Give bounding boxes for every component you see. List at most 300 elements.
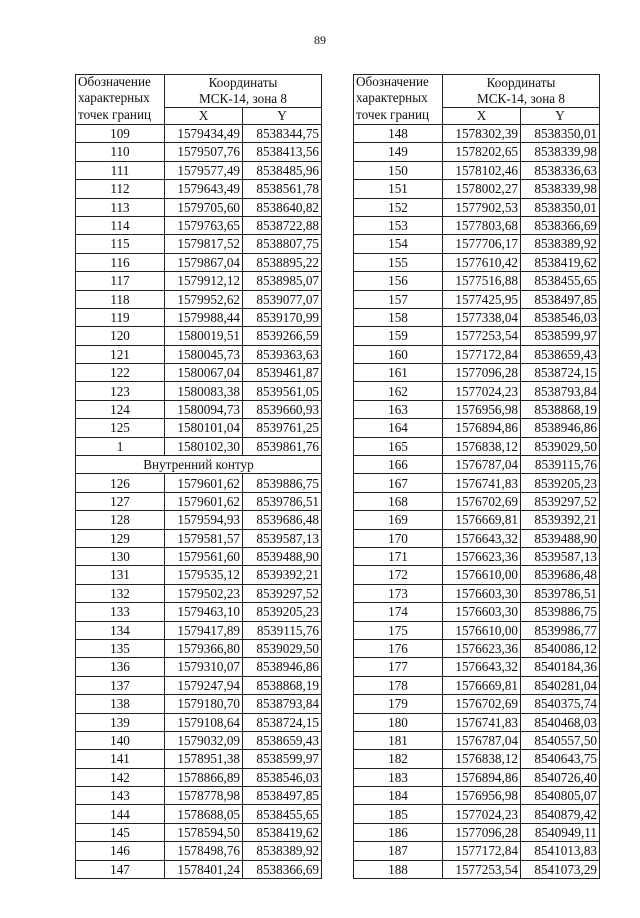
table-row	[76, 639, 322, 657]
coord-x: 1576741,83	[443, 713, 521, 731]
coord-x: 1576787,04	[443, 456, 521, 474]
table-row	[354, 345, 600, 363]
point-number: 134	[76, 621, 165, 639]
coordinates-table-left	[75, 74, 322, 879]
coord-x: 1578102,46	[443, 161, 521, 179]
coord-y: 8538793,84	[521, 382, 600, 400]
point-number: 176	[354, 639, 443, 657]
table-row	[76, 805, 322, 823]
coord-y: 8539660,93	[243, 400, 322, 418]
table-row	[76, 731, 322, 749]
table-row	[76, 161, 322, 179]
point-number: 164	[354, 419, 443, 437]
coord-x: 1576610,00	[443, 566, 521, 584]
header-col-x: X	[165, 108, 243, 125]
coord-x: 1578202,65	[443, 143, 521, 161]
point-number: 136	[76, 658, 165, 676]
point-number: 146	[76, 842, 165, 860]
coord-y: 8538497,85	[243, 787, 322, 805]
point-number: 128	[76, 511, 165, 529]
coord-x: 1579108,64	[165, 713, 243, 731]
coord-y: 8538868,19	[243, 676, 322, 694]
coord-x: 1577253,54	[443, 327, 521, 345]
coord-x: 1579180,70	[165, 695, 243, 713]
coord-x: 1577096,28	[443, 823, 521, 841]
coord-x: 1579601,62	[165, 492, 243, 510]
point-number: 186	[354, 823, 443, 841]
coord-x: 1576623,36	[443, 639, 521, 657]
table-row	[76, 216, 322, 234]
coord-y: 8538546,03	[521, 308, 600, 326]
point-number: 139	[76, 713, 165, 731]
table-row	[76, 750, 322, 768]
coord-x: 1578594,50	[165, 823, 243, 841]
table-row	[76, 547, 322, 565]
coord-y: 8538485,96	[243, 161, 322, 179]
coord-x: 1577338,04	[443, 308, 521, 326]
point-number: 188	[354, 860, 443, 878]
table-row	[76, 272, 322, 290]
point-number: 137	[76, 676, 165, 694]
header-coordinates-title: Координаты	[165, 75, 322, 92]
coord-x: 1579988,44	[165, 308, 243, 326]
coord-x: 1576956,98	[443, 400, 521, 418]
coord-y: 8538895,22	[243, 253, 322, 271]
point-number: 167	[354, 474, 443, 492]
section-row	[76, 456, 322, 474]
coord-x: 1580019,51	[165, 327, 243, 345]
coord-x: 1579561,60	[165, 547, 243, 565]
coord-x: 1579247,94	[165, 676, 243, 694]
coord-x: 1577516,88	[443, 272, 521, 290]
coord-x: 1579705,60	[165, 198, 243, 216]
header-designation-line: Обозначение	[354, 75, 443, 92]
coord-x: 1579643,49	[165, 180, 243, 198]
header-coordinate-system: МСК-14, зона 8	[165, 91, 322, 108]
point-number: 168	[354, 492, 443, 510]
table-row	[76, 345, 322, 363]
coord-x: 1579577,49	[165, 161, 243, 179]
point-number: 156	[354, 272, 443, 290]
point-number: 125	[76, 419, 165, 437]
table-row	[354, 308, 600, 326]
coord-y: 8539029,50	[521, 437, 600, 455]
coord-x: 1579763,65	[165, 216, 243, 234]
point-number: 138	[76, 695, 165, 713]
coord-y: 8538946,86	[521, 419, 600, 437]
coord-y: 8539986,77	[521, 621, 600, 639]
coord-x: 1577024,23	[443, 805, 521, 823]
point-number: 118	[76, 290, 165, 308]
point-number: 112	[76, 180, 165, 198]
coord-y: 8540643,75	[521, 750, 600, 768]
point-number: 177	[354, 658, 443, 676]
point-number: 187	[354, 842, 443, 860]
table-row	[354, 823, 600, 841]
point-number: 111	[76, 161, 165, 179]
table-row	[76, 400, 322, 418]
coord-y: 8538497,85	[521, 290, 600, 308]
coord-y: 8538350,01	[521, 198, 600, 216]
table-row	[354, 364, 600, 382]
point-number: 117	[76, 272, 165, 290]
coord-x: 1578302,39	[443, 125, 521, 143]
table-row	[354, 419, 600, 437]
coord-y: 8540086,12	[521, 639, 600, 657]
coord-y: 8541073,29	[521, 860, 600, 878]
coord-x: 1579912,12	[165, 272, 243, 290]
coord-x: 1579507,76	[165, 143, 243, 161]
coord-y: 8539886,75	[521, 603, 600, 621]
coord-y: 8538455,65	[521, 272, 600, 290]
point-number: 149	[354, 143, 443, 161]
point-number: 182	[354, 750, 443, 768]
coord-y: 8538419,62	[243, 823, 322, 841]
coord-x: 1579952,62	[165, 290, 243, 308]
coord-x: 1576838,12	[443, 437, 521, 455]
coord-y: 8539861,76	[243, 437, 322, 455]
point-number: 166	[354, 456, 443, 474]
coord-x: 1578951,38	[165, 750, 243, 768]
coord-y: 8539686,48	[521, 566, 600, 584]
coord-x: 1579310,07	[165, 658, 243, 676]
coord-y: 8540805,07	[521, 787, 600, 805]
table-row	[76, 713, 322, 731]
table-row	[354, 272, 600, 290]
coord-x: 1576894,86	[443, 419, 521, 437]
coord-y: 8538946,86	[243, 658, 322, 676]
coord-x: 1579535,12	[165, 566, 243, 584]
coord-y: 8539266,59	[243, 327, 322, 345]
table-row	[354, 639, 600, 657]
coord-y: 8538561,78	[243, 180, 322, 198]
coord-y: 8538455,65	[243, 805, 322, 823]
table-row	[354, 603, 600, 621]
coord-x: 1579502,23	[165, 584, 243, 602]
coord-y: 8539363,63	[243, 345, 322, 363]
coord-y: 8539488,90	[243, 547, 322, 565]
point-number: 148	[354, 125, 443, 143]
coord-y: 8538599,97	[521, 327, 600, 345]
coord-y: 8538868,19	[521, 400, 600, 418]
table-row	[354, 860, 600, 878]
point-number: 129	[76, 529, 165, 547]
coord-y: 8538366,69	[243, 860, 322, 878]
point-number: 131	[76, 566, 165, 584]
coord-x: 1579032,09	[165, 731, 243, 749]
coord-x: 1579594,93	[165, 511, 243, 529]
point-number: 184	[354, 787, 443, 805]
point-number: 1	[76, 437, 165, 455]
coord-y: 8541013,83	[521, 842, 600, 860]
coord-y: 8538546,03	[243, 768, 322, 786]
table-row	[354, 143, 600, 161]
table-row	[354, 253, 600, 271]
table-row	[76, 695, 322, 713]
coord-y: 8540949,11	[521, 823, 600, 841]
header-designation-line: точек границ	[354, 108, 443, 125]
table-row	[76, 658, 322, 676]
coord-y: 8539686,48	[243, 511, 322, 529]
point-number: 147	[76, 860, 165, 878]
table-row	[354, 456, 600, 474]
coord-y: 8538339,98	[521, 143, 600, 161]
coord-y: 8540468,03	[521, 713, 600, 731]
coord-x: 1580045,73	[165, 345, 243, 363]
coord-x: 1577172,84	[443, 842, 521, 860]
coord-y: 8540557,50	[521, 731, 600, 749]
header-col-x: X	[443, 108, 521, 125]
header-coordinates-title: Координаты	[443, 75, 600, 92]
coord-x: 1577610,42	[443, 253, 521, 271]
table-row	[76, 437, 322, 455]
table-row	[354, 768, 600, 786]
point-number: 120	[76, 327, 165, 345]
point-number: 130	[76, 547, 165, 565]
coord-y: 8538413,56	[243, 143, 322, 161]
coord-y: 8538985,07	[243, 272, 322, 290]
point-number: 179	[354, 695, 443, 713]
coord-x: 1576787,04	[443, 731, 521, 749]
table-row	[76, 511, 322, 529]
header-designation-line: точек границ	[76, 108, 165, 125]
point-number: 173	[354, 584, 443, 602]
point-number: 113	[76, 198, 165, 216]
coord-x: 1577706,17	[443, 235, 521, 253]
table-row	[76, 603, 322, 621]
table-row	[76, 860, 322, 878]
coord-x: 1576669,81	[443, 676, 521, 694]
point-number: 123	[76, 382, 165, 400]
coord-y: 8538336,63	[521, 161, 600, 179]
point-number: 145	[76, 823, 165, 841]
point-number: 170	[354, 529, 443, 547]
point-number: 155	[354, 253, 443, 271]
coord-y: 8538724,15	[521, 364, 600, 382]
coord-y: 8538389,92	[243, 842, 322, 860]
coord-x: 1576643,32	[443, 658, 521, 676]
coord-x: 1577024,23	[443, 382, 521, 400]
table-row	[76, 823, 322, 841]
table-row	[76, 364, 322, 382]
point-number: 150	[354, 161, 443, 179]
point-number: 121	[76, 345, 165, 363]
coord-x: 1576623,36	[443, 547, 521, 565]
header-designation-line: характерных	[354, 91, 443, 108]
coord-x: 1578401,24	[165, 860, 243, 878]
coord-x: 1580094,73	[165, 400, 243, 418]
point-number: 185	[354, 805, 443, 823]
coord-y: 8538640,82	[243, 198, 322, 216]
table-row	[354, 805, 600, 823]
point-number: 181	[354, 731, 443, 749]
coord-y: 8539461,87	[243, 364, 322, 382]
coord-x: 1578002,27	[443, 180, 521, 198]
table-row	[354, 695, 600, 713]
table-row	[354, 492, 600, 510]
table-row	[76, 842, 322, 860]
header-row	[354, 108, 600, 125]
table-row	[354, 676, 600, 694]
point-number: 183	[354, 768, 443, 786]
coord-y: 8540726,40	[521, 768, 600, 786]
table-row	[76, 566, 322, 584]
coord-y: 8538722,88	[243, 216, 322, 234]
table-row	[354, 621, 600, 639]
table-row	[354, 382, 600, 400]
coord-x: 1580102,30	[165, 437, 243, 455]
coord-y: 8538807,75	[243, 235, 322, 253]
coord-y: 8539170,99	[243, 308, 322, 326]
table-row	[76, 290, 322, 308]
header-row	[354, 75, 600, 92]
table-row	[354, 400, 600, 418]
coord-x: 1578688,05	[165, 805, 243, 823]
table-row	[354, 529, 600, 547]
point-number: 142	[76, 768, 165, 786]
coord-y: 8539886,75	[243, 474, 322, 492]
coord-y: 8540184,36	[521, 658, 600, 676]
coord-y: 8539587,13	[521, 547, 600, 565]
table-row	[76, 584, 322, 602]
point-number: 126	[76, 474, 165, 492]
table-row	[76, 676, 322, 694]
coord-y: 8539205,23	[521, 474, 600, 492]
coord-x: 1578866,89	[165, 768, 243, 786]
point-number: 143	[76, 787, 165, 805]
table-row	[76, 198, 322, 216]
point-number: 114	[76, 216, 165, 234]
table-row	[76, 621, 322, 639]
coord-y: 8539115,76	[521, 456, 600, 474]
coord-x: 1579366,80	[165, 639, 243, 657]
point-number: 132	[76, 584, 165, 602]
table-row	[76, 327, 322, 345]
point-number: 151	[354, 180, 443, 198]
table-row	[354, 437, 600, 455]
table-row	[76, 474, 322, 492]
point-number: 174	[354, 603, 443, 621]
table-row	[76, 382, 322, 400]
coord-y: 8538599,97	[243, 750, 322, 768]
table-row	[354, 547, 600, 565]
point-number: 124	[76, 400, 165, 418]
coord-x: 1579601,62	[165, 474, 243, 492]
coord-x: 1579463,10	[165, 603, 243, 621]
coord-y: 8539786,51	[243, 492, 322, 510]
table-row	[354, 658, 600, 676]
coord-y: 8539115,76	[243, 621, 322, 639]
header-row	[76, 91, 322, 108]
coord-x: 1577172,84	[443, 345, 521, 363]
coord-x: 1579417,89	[165, 621, 243, 639]
coord-x: 1579867,04	[165, 253, 243, 271]
table-row	[354, 842, 600, 860]
table-row	[76, 125, 322, 143]
header-designation-line: Обозначение	[76, 75, 165, 92]
coord-x: 1576603,30	[443, 584, 521, 602]
table-row	[354, 216, 600, 234]
coord-x: 1576894,86	[443, 768, 521, 786]
header-coordinate-system: МСК-14, зона 8	[443, 91, 600, 108]
point-number: 172	[354, 566, 443, 584]
table-row	[76, 419, 322, 437]
section-label-inner-contour: Внутренний контур	[76, 456, 322, 474]
coord-y: 8539029,50	[243, 639, 322, 657]
header-col-y: Y	[521, 108, 600, 125]
table-row	[76, 787, 322, 805]
coord-y: 8539297,52	[521, 492, 600, 510]
point-number: 161	[354, 364, 443, 382]
point-number: 109	[76, 125, 165, 143]
table-row	[354, 566, 600, 584]
point-number: 152	[354, 198, 443, 216]
coord-y: 8539761,25	[243, 419, 322, 437]
coord-x: 1579434,49	[165, 125, 243, 143]
coord-y: 8538724,15	[243, 713, 322, 731]
coord-y: 8538344,75	[243, 125, 322, 143]
table-row	[76, 180, 322, 198]
coord-y: 8538659,43	[243, 731, 322, 749]
point-number: 110	[76, 143, 165, 161]
coord-x: 1580083,38	[165, 382, 243, 400]
page-number: 89	[314, 33, 326, 47]
header-col-y: Y	[243, 108, 322, 125]
point-number: 135	[76, 639, 165, 657]
table-row	[354, 125, 600, 143]
coord-y: 8540281,04	[521, 676, 600, 694]
coord-y: 8540375,74	[521, 695, 600, 713]
table-row	[354, 180, 600, 198]
coord-y: 8539561,05	[243, 382, 322, 400]
table-row	[354, 161, 600, 179]
coord-x: 1578498,76	[165, 842, 243, 860]
coord-y: 8538419,62	[521, 253, 600, 271]
point-number: 133	[76, 603, 165, 621]
coord-x: 1579581,57	[165, 529, 243, 547]
point-number: 122	[76, 364, 165, 382]
point-number: 119	[76, 308, 165, 326]
table-row	[354, 511, 600, 529]
table-row	[76, 235, 322, 253]
point-number: 140	[76, 731, 165, 749]
table-row	[354, 584, 600, 602]
table-row	[354, 198, 600, 216]
coord-x: 1579817,52	[165, 235, 243, 253]
header-row	[76, 75, 322, 92]
coord-y: 8539392,21	[243, 566, 322, 584]
coord-y: 8539488,90	[521, 529, 600, 547]
point-number: 180	[354, 713, 443, 731]
coord-x: 1576741,83	[443, 474, 521, 492]
coord-x: 1576702,69	[443, 492, 521, 510]
table-row	[354, 787, 600, 805]
table-row	[354, 327, 600, 345]
coord-x: 1577803,68	[443, 216, 521, 234]
table-row	[76, 143, 322, 161]
coord-y: 8538793,84	[243, 695, 322, 713]
coord-y: 8539587,13	[243, 529, 322, 547]
table-row	[354, 235, 600, 253]
coord-x: 1577253,54	[443, 860, 521, 878]
coord-x: 1576669,81	[443, 511, 521, 529]
point-number: 153	[354, 216, 443, 234]
point-number: 154	[354, 235, 443, 253]
coord-y: 8539297,52	[243, 584, 322, 602]
coord-x: 1577902,53	[443, 198, 521, 216]
point-number: 160	[354, 345, 443, 363]
coord-y: 8538350,01	[521, 125, 600, 143]
